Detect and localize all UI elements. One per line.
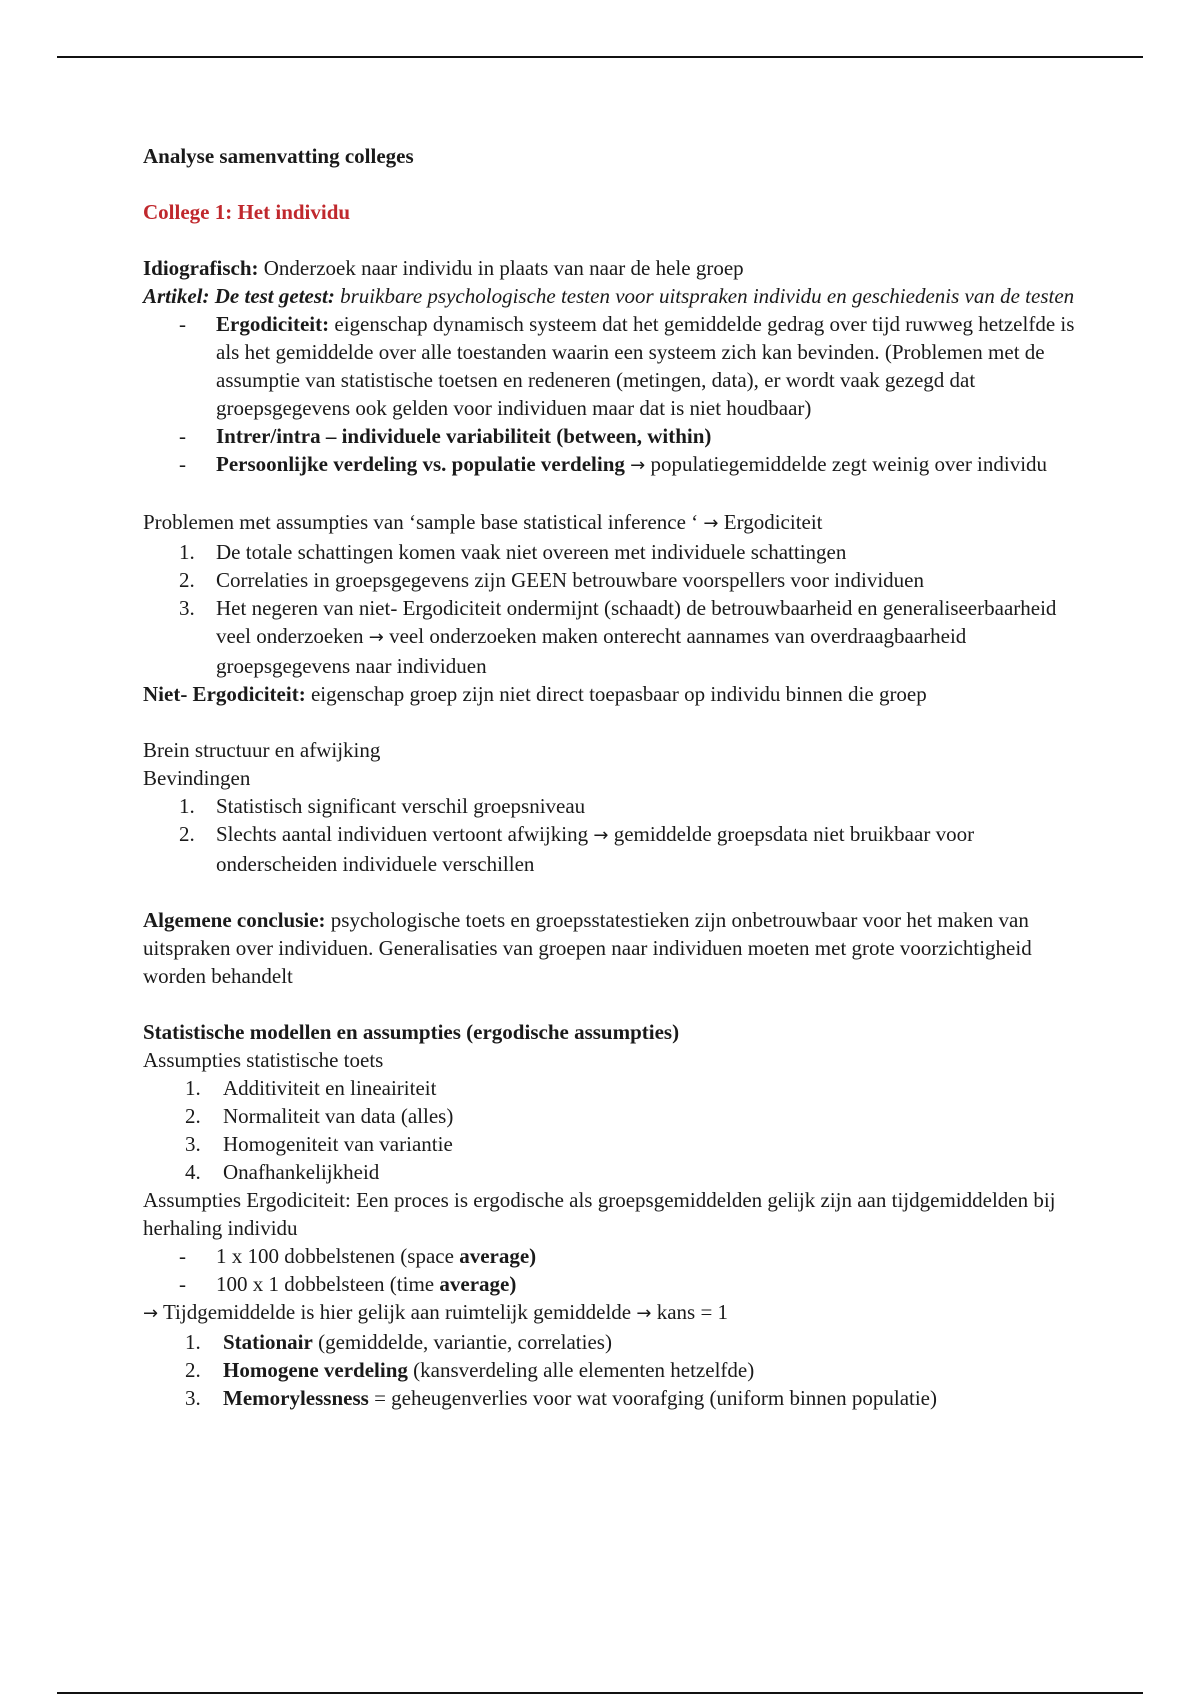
list-item [143,450,1083,480]
bullet-text: eigenschap dynamisch systeem dat het gemiddelde gedrag over tijd ruwweg hetzelfde is als het gemiddelde over alle toestanden waarin een systeem zich kan bevinden. (Problemen met de assumptie van statistische toetsen en redeneren (metingen, data), er wordt vaak gezegd dat groepsgegevens ook gelden voor individuen maar dat is niet houdbaar) [216,312,1075,420]
arrow-icon: → [630,455,646,476]
item-bold: average) [459,1244,537,1268]
item-text: (kansverdeling alle elementen hetzelfde) [407,1358,755,1382]
list-item [143,1158,1083,1186]
assumpties-list [143,1074,1083,1186]
item-text: gemiddelde groepsdata niet bruikbaar voor onderscheiden individuele verschillen [216,822,975,876]
document-body [143,142,1083,1412]
conclusie-text: psychologische toets en groepsstatestieken zijn onbetrouwbaar voor het maken van uitspraken over individuen. Generalisaties van groepen naar individuen moeten met grote voorzichtigheid worden behandelt [143,908,1032,988]
dash-marker: - [179,424,186,448]
dice-list [143,1242,1083,1298]
list-number: 2. [179,822,195,846]
list-number: 1. [179,540,195,564]
list-item [143,422,1083,450]
list-number: 3. [185,1386,201,1410]
item-text: Homogeniteit van variantie [223,1132,453,1156]
dash-marker: - [179,452,186,476]
ergo-assumpties-paragraph: Assumpties Ergodiciteit: Een proces is ergodische als groepsgemiddelden gelijk zijn aan tijdgemiddelden bij herhaling individu [143,1188,1056,1240]
list-item [143,566,1083,594]
artikel-text: bruikbare psychologische testen voor uitspraken individu en geschiedenis van de testen [334,284,1075,308]
item-text: (gemiddelde, variantie, correlaties) [312,1330,612,1354]
artikel-term: Artikel: De test getest: [143,284,335,308]
list-item [143,1356,1083,1384]
conclusie-paragraph [143,906,1083,990]
list-number: 3. [179,596,195,620]
list-item [143,1074,1083,1102]
assumpties-label: Assumpties statistische toets [143,1048,384,1072]
list-number: 3. [185,1132,201,1156]
problems-intro-text: Problemen met assumpties van ‘sample base statistical inference ‘ [143,510,704,534]
arrow-icon: → [593,825,609,846]
item-text: De totale schattingen komen vaak niet overeen met individuele schattingen [216,540,847,564]
list-item [143,538,1083,566]
bevindingen-heading: Bevindingen [143,766,251,790]
dash-marker: - [179,1272,186,1296]
arrow-icon: → [143,1303,159,1324]
list-number: 2. [185,1104,201,1128]
tijd-text-tail: kans = 1 [651,1300,729,1324]
niet-ergodiciteit-text: eigenschap groep zijn niet direct toepasbaar op individu binnen die groep [305,682,927,706]
list-item [143,1242,1083,1270]
item-text: veel onderzoeken maken onterecht aannames van overdraagbaarheid groepsgegevens naar individuen [216,624,967,678]
item-text: Het negeren van niet- Ergodiciteit ondermijnt (schaadt) de betrouwbaarheid en generaliseerbaarheid veel onderzoeken [216,596,1057,648]
item-term: Stationair [223,1330,313,1354]
bullet-term: Ergodiciteit: [216,312,330,336]
arrow-icon: → [368,627,384,648]
problems-list [143,538,1083,680]
dash-marker: - [179,1244,186,1268]
list-item [143,1102,1083,1130]
artikel-paragraph [143,282,1083,310]
list-item [143,1270,1083,1298]
tijd-text: Tijdgemiddelde is hier gelijk aan ruimtelijk gemiddelde [158,1300,637,1324]
idiografisch-text: Onderzoek naar individu in plaats van naar de hele groep [258,256,744,280]
niet-ergodiciteit-paragraph [143,680,1083,708]
list-item [143,792,1083,820]
item-bold: average) [439,1272,517,1296]
item-text: = geheugenverlies voor wat voorafging (uniform binnen populatie) [368,1386,937,1410]
tijdgemiddelde-line [143,1298,1083,1328]
list-item [143,1328,1083,1356]
idiografisch-paragraph [143,254,1083,282]
item-text: Additiviteit en lineairiteit [223,1076,437,1100]
list-item [143,594,1083,680]
bottom-rule [57,1692,1143,1694]
properties-list [143,1328,1083,1412]
list-number: 2. [185,1358,201,1382]
item-term: Memorylessness [223,1386,369,1410]
item-text: Normaliteit van data (alles) [223,1104,454,1128]
stat-models-heading: Statistische modellen en assumpties (ergodische assumpties) [143,1020,680,1044]
niet-ergodiciteit-term: Niet- Ergodiciteit: [143,682,306,706]
item-text: 100 x 1 dobbelsteen (time [216,1272,440,1296]
bullet-term: Persoonlijke verdeling vs. populatie verdeling [216,452,625,476]
item-text: Slechts aantal individuen vertoont afwijking [216,822,594,846]
list-number: 1. [179,794,195,818]
document-title: Analyse samenvatting colleges [143,144,414,168]
list-item [143,1384,1083,1412]
problems-intro-tail: Ergodiciteit [718,510,823,534]
idiografisch-term: Idiografisch: [143,256,259,280]
list-number: 1. [185,1076,201,1100]
arrow-icon: → [703,513,719,534]
item-term: Homogene verdeling [223,1358,408,1382]
item-text: 1 x 100 dobbelstenen (space [216,1244,460,1268]
item-text: Correlaties in groepsgegevens zijn GEEN betrouwbare voorspellers voor individuen [216,568,924,592]
top-rule [57,56,1143,58]
findings-list [143,792,1083,878]
list-number: 1. [185,1330,201,1354]
list-number: 4. [185,1160,201,1184]
list-item [143,1130,1083,1158]
list-item [143,310,1083,422]
section-title-college-1: College 1: Het individu [143,200,351,224]
conclusie-term: Algemene conclusie: [143,908,326,932]
list-item [143,820,1083,878]
list-number: 2. [179,568,195,592]
item-text: Onafhankelijkheid [223,1160,380,1184]
arrow-icon: → [636,1303,652,1324]
dash-marker: - [179,312,186,336]
bullet-term: Intrer/intra – individuele variabiliteit (between, within) [216,424,712,448]
item-text: Statistisch significant verschil groepsniveau [216,794,586,818]
problems-intro [143,508,1083,538]
brein-heading: Brein structuur en afwijking [143,738,381,762]
ergodiciteit-list [143,310,1083,480]
bullet-text: populatiegemiddelde zegt weinig over individu [645,452,1048,476]
